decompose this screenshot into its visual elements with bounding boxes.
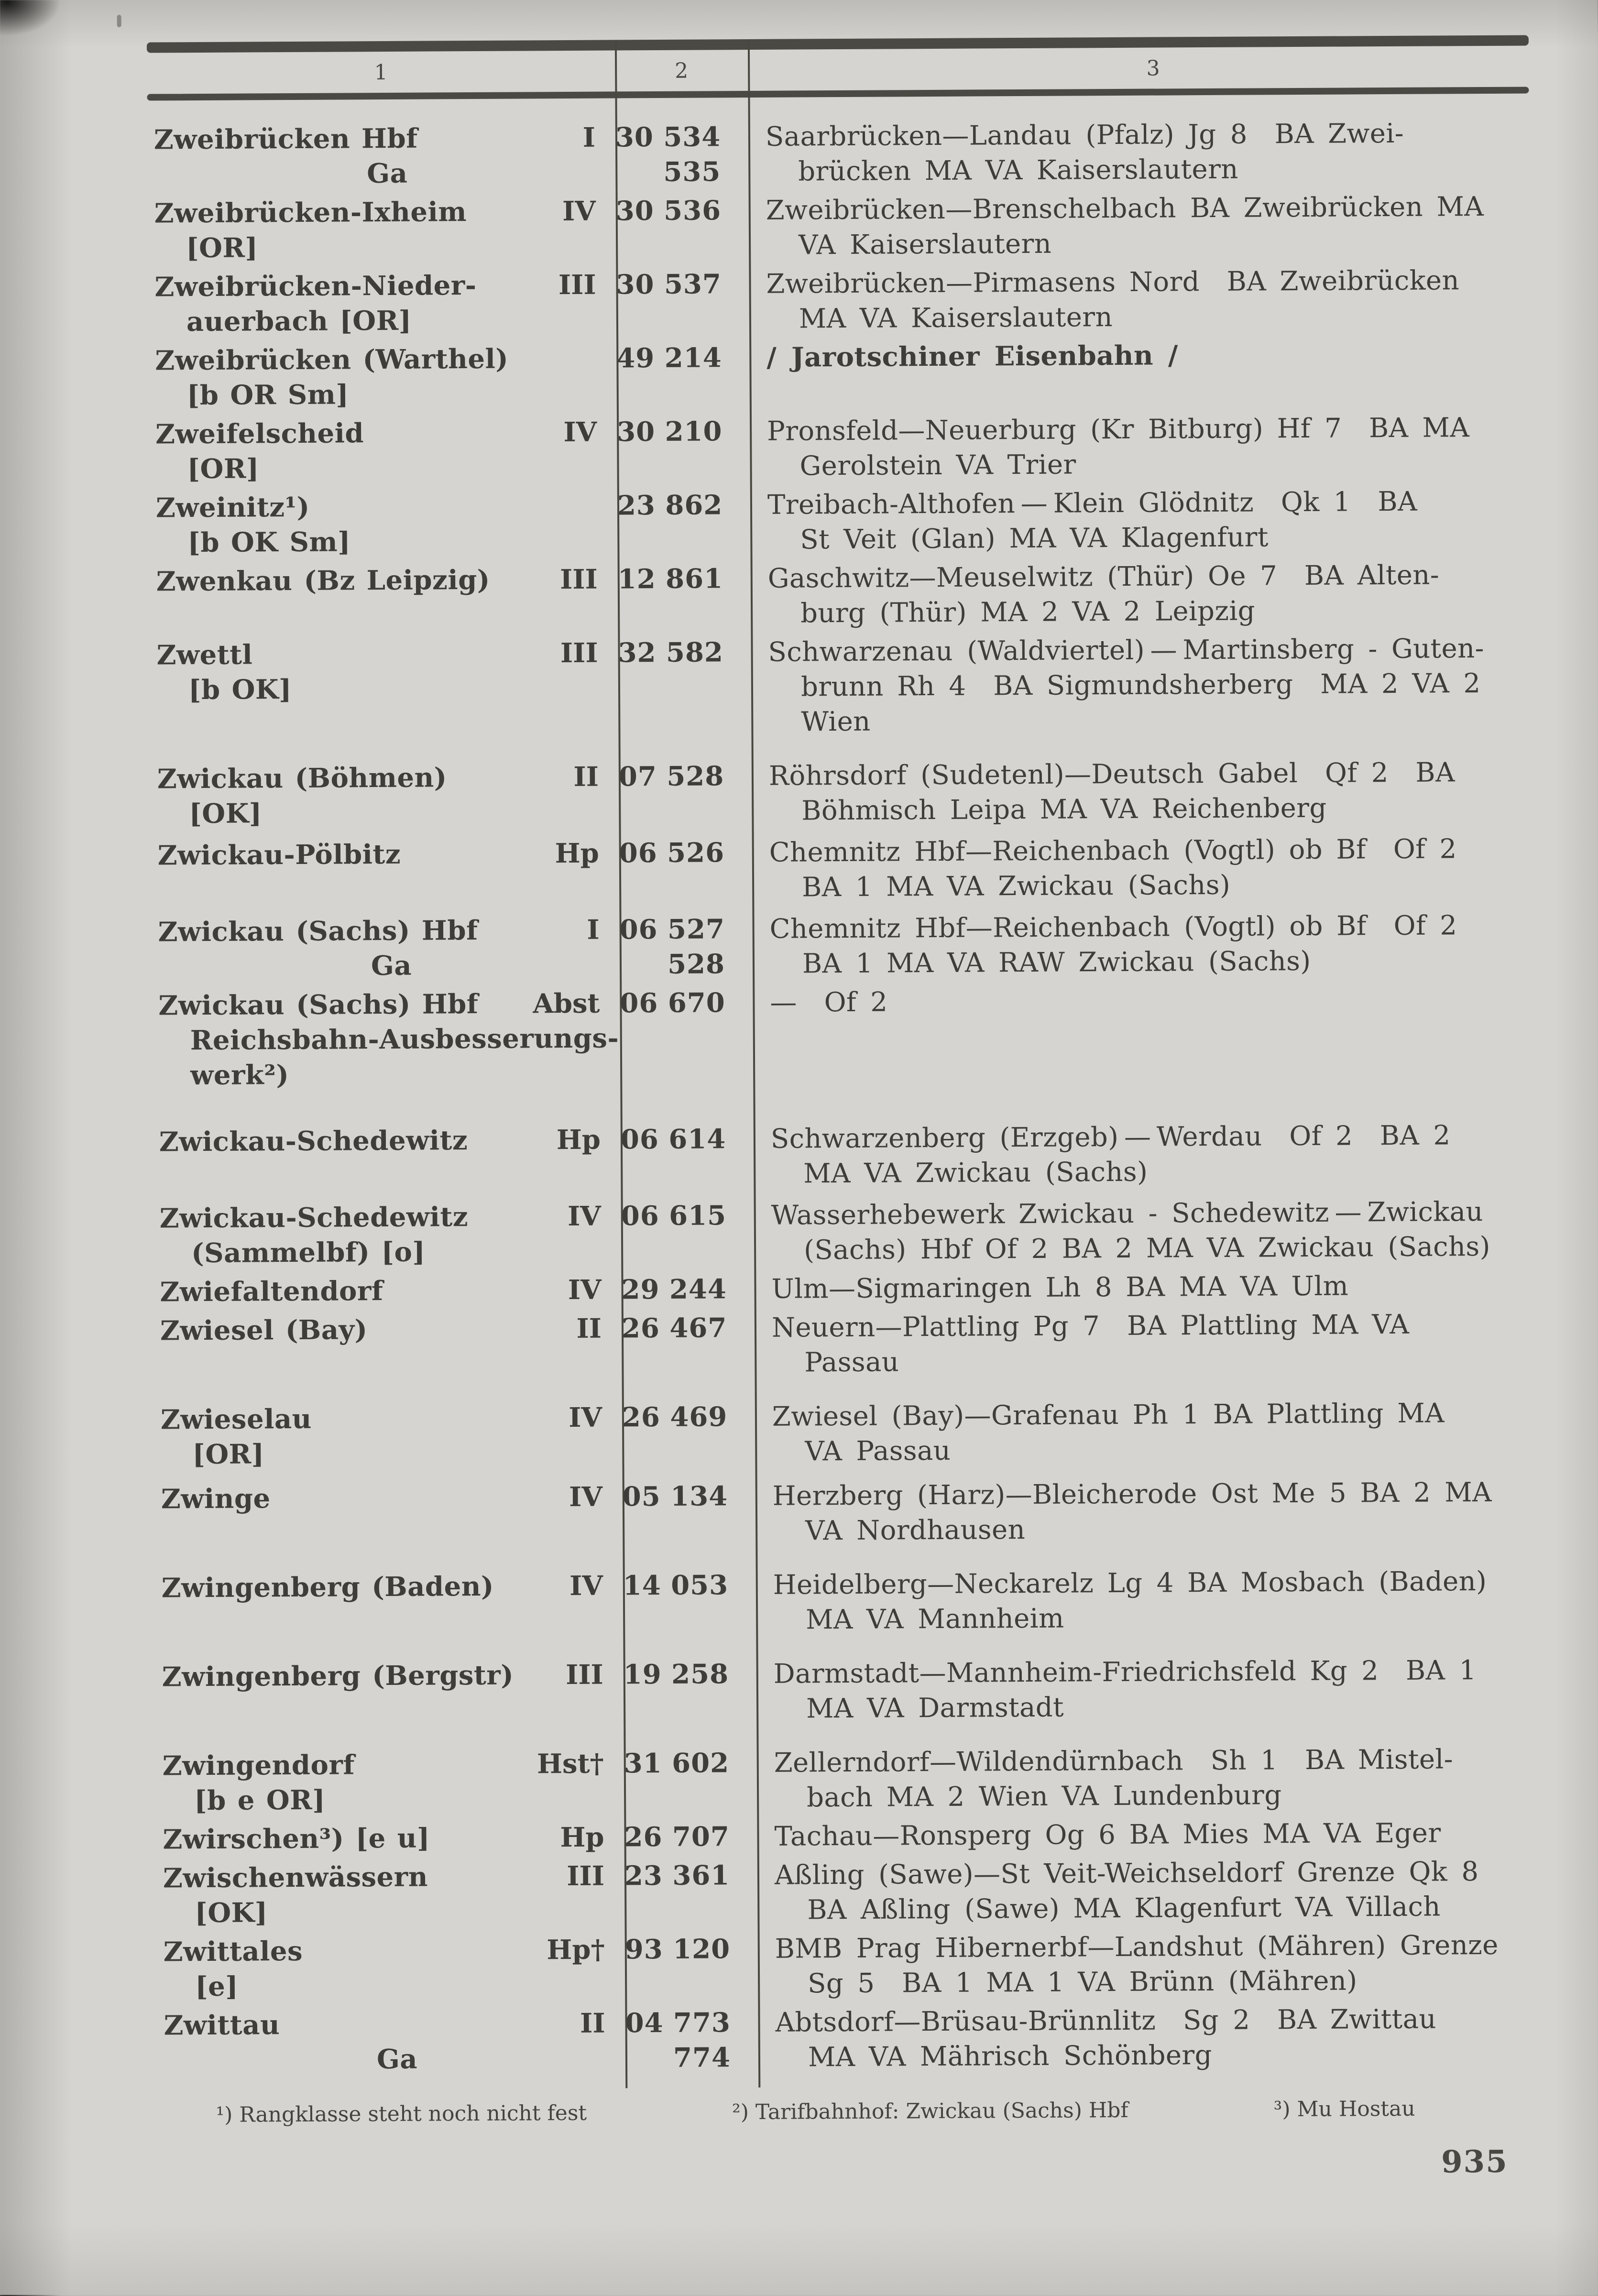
station-name-line: Zwinge (161, 1479, 623, 1517)
station-name-cell (157, 1932, 625, 2004)
station-number-cell (622, 1311, 755, 1381)
route-info-cell (755, 1475, 1566, 1549)
station-number-line: 30 210 (617, 414, 722, 449)
table-row (148, 336, 1560, 413)
station-name-line: [OK] (157, 794, 619, 831)
route-info-cell (750, 483, 1561, 558)
rank-class: I (587, 913, 600, 948)
route-line: Zellerndorf—Wildendürnbach Sh 1 BA Mistel- (774, 1741, 1567, 1781)
route-line: bach MA 2 Wien VA Lundenburg (774, 1776, 1567, 1815)
route-line: Neuern—Plattling Pg 7 BA Plattling MA VA (772, 1306, 1565, 1345)
station-name-line: Zwirschen³) [e u] (163, 1820, 624, 1857)
station-name-line: (Sammelbf) [o] (160, 1234, 621, 1271)
station-number-line: 26 707 (624, 1819, 729, 1855)
station-name-line: Zwiesel (Bay) (160, 1311, 622, 1348)
rank-class: Hp (560, 1820, 604, 1855)
station-number-cell (616, 267, 749, 337)
rank-class: II (576, 1312, 602, 1346)
route-info-cell (754, 1268, 1565, 1307)
station-name-line: Zwingendorf (163, 1746, 624, 1783)
route-info-cell (751, 631, 1562, 740)
station-name-cell (153, 1311, 622, 1383)
station-name-line: [b OK] (157, 670, 618, 708)
station-name-line: Zwenkau (Bz Leipzig) (156, 562, 618, 599)
rank-class: II (580, 2006, 605, 2041)
station-number-cell (625, 1932, 758, 2002)
table-row (149, 410, 1561, 487)
route-info-cell (757, 1815, 1567, 1854)
route-line: Darmstadt—Mannheim-Friedrichsfeld Kg 2 BA 1 (774, 1652, 1567, 1692)
route-info-cell (750, 410, 1561, 484)
route-line: Passau (772, 1341, 1565, 1380)
route-line: VA Kaiserslautern (766, 224, 1559, 263)
station-name-cell (148, 194, 616, 266)
route-line: Röhrsdorf (Sudetenl)—Deutsch Gabel Qf 2 BA (769, 754, 1562, 794)
rank-class: IV (569, 1480, 602, 1515)
table-row (153, 1194, 1565, 1271)
route-info-cell (749, 262, 1560, 337)
station-name-line: Zwickau (Böhmen) (157, 759, 619, 797)
table-row (152, 981, 1564, 1093)
station-number-cell (619, 912, 753, 982)
station-name-line: [b OK Sm] (156, 523, 617, 560)
route-line: BA 1 MA VA Zwickau (Sachs) (769, 866, 1563, 905)
table-row (151, 831, 1563, 908)
station-name-line: Zweinitz¹) (156, 488, 617, 525)
station-number-line: 26 467 (622, 1311, 727, 1346)
table-row (148, 189, 1560, 266)
station-name-line: [OK] (163, 1893, 624, 1931)
station-name-line: Zwingenberg (Bergstr) (162, 1657, 624, 1695)
station-number-line: 31 602 (624, 1746, 729, 1781)
station-name-cell (153, 1272, 621, 1310)
station-number-cell (619, 759, 752, 829)
route-line: Sg 5 BA 1 MA 1 VA Brünn (Mähren) (775, 1962, 1568, 2001)
station-number-line: 32 582 (618, 635, 723, 670)
footnote-2: ²) Tarifbahnhof: Zwickau (Sachs) Hbf (732, 2098, 1128, 2124)
station-name-cell (148, 267, 616, 339)
station-number-cell (616, 193, 749, 263)
route-line: Chemnitz Hbf—Reichenbach (Vogtl) ob Bf Of 2 (769, 831, 1563, 870)
station-number-line: 23 862 (617, 488, 722, 523)
station-number-line: 29 244 (621, 1272, 726, 1307)
station-number-cell (620, 985, 753, 1091)
route-info-cell (756, 1652, 1567, 1727)
route-line: brücken MA VA Kaiserslautern (766, 150, 1559, 189)
table-row (150, 557, 1562, 634)
station-name-line: [OR] (161, 1435, 622, 1472)
route-line: Zweibrücken—Brenschelbach BA Zweibrücken MA (766, 189, 1559, 228)
route-line: Saarbrücken—Landau (Pfalz) Jg 8 BA Zwei- (766, 115, 1559, 154)
route-line: Wien (768, 700, 1562, 740)
route-line: BMB Prag Hibernerbf—Landshut (Mähren) Grenze (775, 1927, 1568, 1967)
route-line: Böhmisch Leipa MA VA Reichenberg (769, 789, 1562, 829)
rank-class: IV (569, 1400, 602, 1435)
route-line: Herzberg (Harz)—Bleicherode Ost Me 5 BA 2 MA (773, 1475, 1566, 1514)
station-name-line: Zwickau-Pölbitz (158, 836, 619, 873)
rank-class: IV (569, 1569, 603, 1604)
table-row (153, 1268, 1565, 1310)
table-row (155, 1563, 1567, 1640)
station-name-cell (151, 912, 620, 984)
table-row (148, 262, 1560, 339)
station-name-line: Zwickau (Sachs) Hbf (158, 986, 620, 1023)
station-name-line: werk²) (159, 1056, 620, 1093)
route-info-cell (752, 907, 1563, 982)
station-name-line: Zwiefaltendorf (160, 1272, 621, 1310)
route-line: burg (Thür) MA 2 VA 2 Leipzig (768, 592, 1561, 631)
route-line: MA VA Kaiserslautern (766, 297, 1560, 337)
route-line: MA VA Darmstadt (774, 1687, 1567, 1727)
station-name-ga-line: Ga (158, 947, 620, 984)
column-header-3: 3 (748, 54, 1558, 83)
station-number-line: 06 615 (621, 1198, 726, 1234)
station-number-cell (624, 1746, 757, 1816)
route-line: Treibach-Althofen — Klein Glödnitz Qk 1 BA (767, 483, 1561, 523)
rank-class: III (560, 636, 598, 671)
station-number-line: 12 861 (618, 561, 723, 597)
station-name-cell (156, 1746, 624, 1818)
station-number-cell (624, 1858, 758, 1928)
station-number-cell (621, 1272, 754, 1307)
route-info-cell (756, 1563, 1567, 1638)
route-info-cell (751, 557, 1562, 631)
station-number-cell (624, 1657, 757, 1727)
station-number-line: 07 528 (619, 759, 724, 794)
table-row (155, 1652, 1567, 1729)
route-info-cell (754, 1117, 1565, 1192)
column-header-2: 2 (615, 58, 748, 83)
station-number-line: 05 134 (623, 1479, 728, 1514)
station-name-cell (153, 1199, 622, 1271)
station-number-line: 06 670 (620, 985, 725, 1021)
station-number-cell (618, 635, 751, 740)
station-name-cell (154, 1479, 623, 1552)
table-row (154, 1475, 1566, 1552)
station-name-cell (152, 986, 620, 1093)
scan-artifact (117, 15, 121, 27)
route-info-cell (757, 1741, 1568, 1815)
station-number-line: 30 534 (615, 120, 721, 155)
route-line: Heidelberg—Neckarelz Lg 4 BA Mosbach (Baden) (773, 1563, 1566, 1603)
route-line: St Veit (Glan) MA VA Klagenfurt (767, 518, 1561, 558)
footnotes (216, 2097, 1415, 2127)
table-body (147, 93, 1569, 2090)
route-info-cell (755, 1306, 1565, 1380)
rank-class: Hst† (537, 1747, 604, 1782)
station-number-line: 19 258 (624, 1657, 729, 1692)
station-number-cell (624, 1819, 757, 1855)
route-line: Ulm—Sigmaringen Lh 8 BA MA VA Ulm (771, 1268, 1565, 1307)
station-number-line: 30 537 (616, 267, 721, 302)
station-name-cell (157, 2006, 625, 2078)
station-name-line: [OR] (155, 449, 617, 487)
rank-class: III (560, 562, 598, 597)
route-line: VA Passau (772, 1430, 1565, 1469)
table-row (153, 1306, 1565, 1383)
station-number-line: 30 536 (616, 193, 721, 229)
rank-class: I (583, 120, 596, 155)
station-name-line: Zwieselau (161, 1400, 622, 1437)
station-number-cell (621, 1198, 755, 1268)
route-info-cell (752, 754, 1563, 829)
route-line: Pronsfeld—Neuerburg (Kr Bitburg) Hf 7 BA MA (767, 410, 1560, 449)
route-line: BA 1 MA VA RAW Zwickau (Sachs) (770, 942, 1563, 982)
table-row (147, 115, 1559, 192)
station-number-line: 26 469 (622, 1399, 727, 1435)
rank-class: II (573, 760, 599, 795)
rank-class: IV (568, 1199, 601, 1234)
route-info-cell (754, 1194, 1565, 1268)
station-number-line: 06 527 (619, 912, 724, 947)
rank-class: III (566, 1658, 603, 1693)
route-line: Schwarzenau (Waldviertel) — Martinsberg - Guten- (768, 631, 1561, 670)
station-name-line: Zwischenwässern (163, 1859, 624, 1896)
table-row (149, 483, 1561, 560)
station-number-cell (623, 1568, 756, 1638)
route-line: Gerolstein VA Trier (767, 445, 1560, 484)
station-name-cell (154, 1400, 623, 1472)
table-row (153, 1117, 1565, 1194)
station-number-line: 06 526 (619, 835, 724, 871)
route-line: VA Nordhausen (773, 1509, 1566, 1549)
route-line: MA VA Mährisch Schönberg (776, 2036, 1569, 2075)
route-line: Zweibrücken—Pirmasens Nord BA Zweibrücken (766, 262, 1559, 302)
station-name-line: Zwickau-Schedewitz (159, 1122, 621, 1159)
station-number-line: 774 (625, 2040, 731, 2076)
station-number-line: 14 053 (623, 1568, 728, 1603)
route-line: brunn Rh 4 BA Sigmundsherberg MA 2 VA 2 (768, 666, 1562, 705)
station-name-cell (149, 415, 617, 487)
station-name-line: Zwittau (164, 2006, 625, 2043)
station-number-cell (615, 120, 749, 190)
rank-class: IV (562, 194, 596, 229)
station-table (147, 35, 1569, 2090)
station-number-line: 23 361 (624, 1858, 730, 1893)
station-name-cell (150, 562, 618, 634)
station-name-line: Zweifelscheid (155, 415, 617, 452)
station-name-line: Zwingenberg (Baden) (162, 1568, 623, 1606)
table-row (151, 907, 1563, 984)
station-name-line: Zwickau (Sachs) Hbf (158, 912, 619, 950)
route-info-cell (755, 1395, 1566, 1469)
station-name-line: Zweibrücken Hbf (154, 120, 615, 157)
station-name-line: Zwickau-Schedewitz (160, 1199, 621, 1236)
station-name-cell (155, 1657, 624, 1729)
route-info-cell (752, 831, 1563, 905)
route-info-cell (749, 189, 1560, 263)
route-line: Wasserhebewerk Zwickau - Schedewitz — Zwickau (771, 1194, 1565, 1233)
route-line: Gaschwitz—Meuselwitz (Thür) Oe 7 BA Alten- (768, 557, 1561, 596)
table-row (157, 2001, 1569, 2078)
station-name-cell (151, 836, 620, 908)
station-name-line: [e] (164, 1967, 625, 2004)
station-number-cell (621, 1122, 754, 1192)
column-header-1: 1 (147, 59, 615, 86)
table-row (157, 1927, 1569, 2004)
station-name-line: Zweibrücken-Ixheim (154, 194, 616, 231)
rank-class: Hp† (547, 1933, 605, 1968)
route-line: / Jarotschiner Eisenbahn / (766, 336, 1560, 375)
rank-class: IV (563, 415, 597, 450)
route-line: Chemnitz Hbf—Reichenbach (Vogtl) ob Bf Of 2 (769, 907, 1563, 947)
rank-class: III (558, 268, 596, 303)
station-name-cell (150, 635, 618, 743)
route-line: — Of 2 (770, 981, 1563, 1020)
route-info-cell (753, 981, 1564, 1090)
station-name-cell (148, 341, 617, 413)
station-number-line: 535 (615, 154, 721, 190)
table-row (156, 1741, 1568, 1818)
table-header-row (147, 45, 1558, 94)
table-row (156, 1815, 1567, 1857)
station-name-line: Zweibrücken (Warthel) (155, 341, 616, 378)
page-number: 935 (1441, 2144, 1508, 2180)
station-name-line: [b e OR] (163, 1781, 624, 1818)
station-name-line: [OR] (154, 229, 616, 266)
station-number-cell (619, 835, 753, 906)
station-number-cell (617, 488, 751, 558)
table-row (154, 1395, 1566, 1472)
station-name-cell (156, 1859, 625, 1931)
station-number-line: 04 773 (625, 2005, 730, 2041)
route-line: Tachau—Ronsperg Og 6 BA Mies MA VA Eger (774, 1815, 1567, 1854)
route-line: MA VA Zwickau (Sachs) (771, 1152, 1564, 1192)
station-name-cell (153, 1122, 621, 1194)
rank-class: III (567, 1859, 604, 1894)
station-number-cell (616, 340, 750, 411)
station-name-ga-line: Ga (154, 155, 615, 192)
station-name-line: auerbach [OR] (155, 302, 616, 339)
station-number-cell (623, 1479, 756, 1549)
station-name-line: Zwettl (156, 635, 618, 673)
footnote-3: ³) Mu Hostau (1274, 2097, 1415, 2122)
station-number-cell (618, 561, 751, 632)
table-row (150, 631, 1562, 743)
station-number-line: 528 (620, 947, 725, 982)
station-name-line: Reichsbahn-Ausbesserungs- (159, 1021, 620, 1058)
rank-class: Hp (555, 836, 599, 871)
station-name-line: [b OR Sm] (155, 376, 617, 413)
route-info-cell (749, 336, 1560, 410)
rank-class: Hp (557, 1123, 601, 1158)
station-number-cell (625, 2005, 758, 2076)
route-line: MA VA Mannheim (773, 1598, 1566, 1638)
route-line: (Sachs) Hbf Of 2 BA 2 MA VA Zwickau (Sachs) (771, 1229, 1565, 1268)
station-name-cell (156, 1820, 624, 1857)
station-name-cell (155, 1568, 624, 1640)
route-line: Schwarzenberg (Erzgeb) — Werdau Of 2 BA 2 (771, 1117, 1564, 1157)
route-line: BA Aßling (Sawe) MA Klagenfurt VA Villach (775, 1889, 1568, 1928)
table-row (156, 1854, 1568, 1931)
station-name-cell (149, 488, 618, 560)
route-info-cell (748, 115, 1559, 189)
station-number-cell (617, 414, 750, 484)
station-name-cell (151, 759, 619, 831)
station-name-cell (147, 120, 616, 192)
route-info-cell (758, 2001, 1569, 2075)
station-name-line: Zweibrücken-Nieder- (154, 267, 616, 305)
station-name-line: Zwittales (164, 1932, 625, 1969)
station-number-line: 49 214 (616, 340, 722, 376)
station-name-ga-line: Ga (164, 2041, 625, 2078)
rank-class: IV (568, 1273, 602, 1308)
station-number-line: 93 120 (625, 1932, 730, 1967)
station-number-cell (622, 1399, 755, 1470)
rank-class: Abst (533, 986, 600, 1022)
route-line: Aßling (Sawe)—St Veit-Weichseldorf Grenze Qk 8 (775, 1854, 1568, 1893)
station-number-line: 06 614 (621, 1122, 726, 1157)
table-row (151, 754, 1563, 831)
footnote-1: ¹) Rangklasse steht noch nicht fest (216, 2101, 587, 2127)
route-line: Zwiesel (Bay)—Grafenau Ph 1 BA Plattling MA (772, 1395, 1565, 1434)
route-info-cell (757, 1854, 1568, 1928)
route-info-cell (758, 1927, 1569, 2001)
route-line: Abtsdorf—Brüsau-Brünnlitz Sg 2 BA Zwittau (775, 2001, 1568, 2040)
